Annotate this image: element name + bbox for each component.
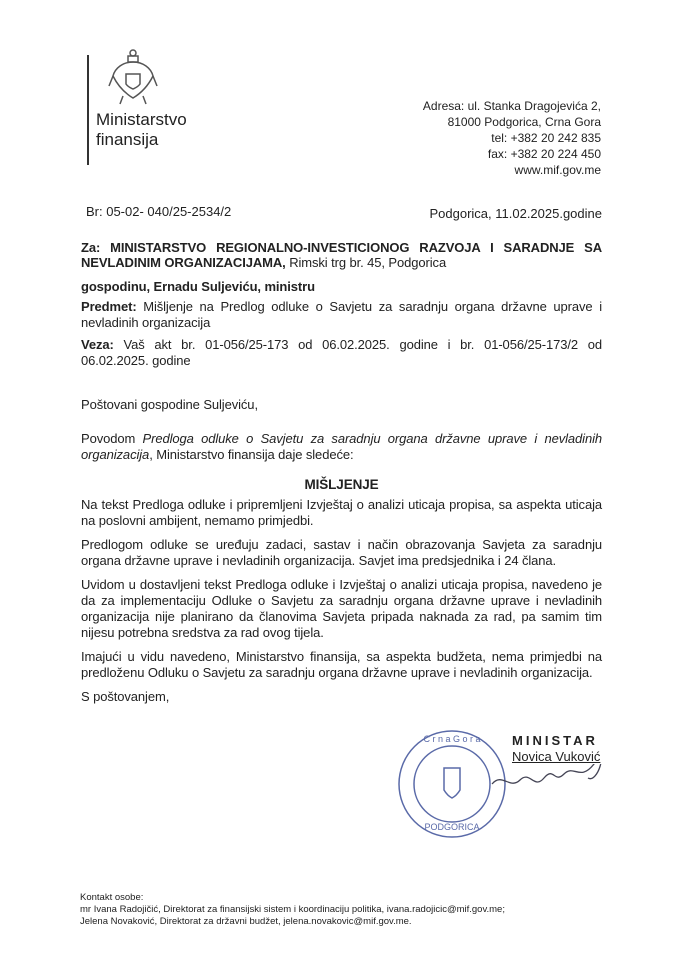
ministry-line2: finansija xyxy=(96,130,159,149)
svg-text:PODGORICA: PODGORICA xyxy=(424,822,480,832)
fax: fax: +382 20 224 450 xyxy=(487,147,601,161)
address-block xyxy=(423,98,601,178)
handwritten-signature xyxy=(490,764,610,799)
recipient-address: Rimski trg br. 45, Podgorica xyxy=(285,255,447,270)
contacts-label: Kontakt osobe: xyxy=(80,892,144,903)
intro-pre: Povodom xyxy=(81,431,143,446)
paragraph: Imajući u vidu navedeno, Ministarstvo finansija, sa aspekta budžeta, nema primjedbi na predloženu Odluku o Savjetu za saradnju organa državne uprave i nevladinih organizacija. xyxy=(81,649,602,680)
intro xyxy=(81,431,602,463)
address-line: Adresa: ul. Stanka Dragojevića 2, xyxy=(422,99,601,113)
intro-italic: Predloga odluke o Savjetu za saradnju organa državne uprave i nevladinih organizacija xyxy=(81,431,602,462)
reference-label: Veza: xyxy=(81,337,114,352)
address-line: 81000 Podgorica, Crna Gora xyxy=(447,115,601,129)
phone: tel: +382 20 242 835 xyxy=(491,131,601,145)
contact-line: Jelena Novaković, Direktorat za državni budžet, jelena.novakovic@mif.gov.me. xyxy=(80,916,412,927)
opinion-title: MIŠLJENJE xyxy=(304,477,379,492)
recipient-org: MINISTARSTVO REGIONALNO-INVESTICIONOG RAZVOJA I SARADNJE SA NEVLADINIM ORGANIZACIJAMA, xyxy=(81,240,603,270)
header-divider xyxy=(87,55,89,165)
intro-post: , Ministarstvo finansija daje sledeće: xyxy=(149,447,354,462)
signature-name: Novica Vuković xyxy=(512,749,601,764)
subject-label: Predmet: xyxy=(81,299,137,314)
recipient-label: Za: xyxy=(81,240,101,255)
closing: S poštovanjem, xyxy=(81,689,170,704)
ministry-name xyxy=(96,110,187,150)
place-date: Podgorica, 11.02.2025.godine xyxy=(429,206,602,221)
contact-line: mr Ivana Radojičić, Direktorat za finansijski sistem i koordinaciju politika, ivana.radojicic@mif.gov.me; xyxy=(80,904,505,915)
ref-number: Br: 05-02- 040/25-2534/2 xyxy=(86,204,232,219)
svg-text:C r n a G o r a: C r n a G o r a xyxy=(423,734,481,744)
letter-body xyxy=(81,240,602,705)
coat-of-arms-logo xyxy=(108,48,158,106)
paragraph: Uvidom u dostavljeni tekst Predloga odluke i Izvještaj o analizi uticaja propisa, navedeno je da za implementaciju Odluke o Savjetu za saradnju organa državne uprave i nevladinih organizacija nije planirano da članovima Savjeta pripada naknada za rad, pa samim tim nijesu potrebna sredstva za rad ovog tijela. xyxy=(81,577,602,640)
ministry-line1: Ministarstvo xyxy=(96,110,187,129)
reference-text: Vaš akt br. 01-056/25-173 od 06.02.2025. godine i br. 01-056/25-173/2 od 06.02.2025. godine xyxy=(81,337,602,368)
salutation: Poštovani gospodine Suljeviću, xyxy=(81,397,258,412)
paragraph: Predlogom odluke se uređuju zadaci, sastav i način obrazovanja Savjeta za saradnju organa državne uprave i nevladinih organizacija. Savjet ima predsjednika i 24 člana. xyxy=(81,537,602,568)
recipient-person: gospodinu, Ernadu Suljeviću, ministru xyxy=(81,279,315,294)
subject-text: Mišljenje na Predlog odluke o Savjetu za saradnju organa državne uprave i nevladinih organizacija xyxy=(81,299,602,330)
reference xyxy=(81,337,602,369)
paragraph: Na tekst Predloga odluke i pripremljeni Izvještaj o analizi uticaja propisa, sa aspekta uticaja na poslovni ambijent, nemamo primjedbi. xyxy=(81,497,602,528)
subject xyxy=(81,299,602,331)
signature-title: MINISTAR xyxy=(512,733,598,748)
contact-persons xyxy=(80,892,505,928)
recipient xyxy=(81,240,602,270)
website: www.mif.gov.me xyxy=(514,163,601,177)
